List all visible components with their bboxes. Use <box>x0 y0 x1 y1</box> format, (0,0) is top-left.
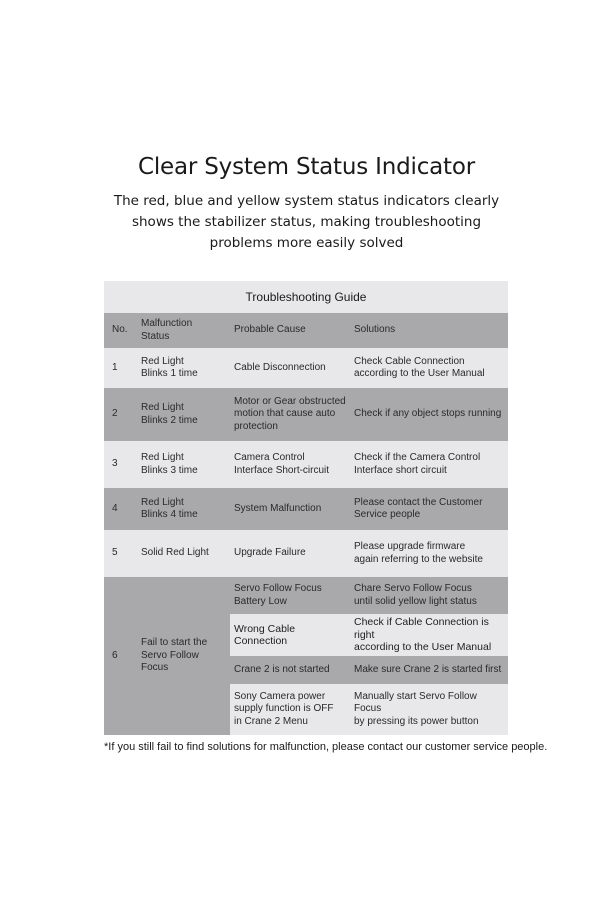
page-title: Clear System Status Indicator <box>138 154 475 180</box>
row-solution: Check if any object stops running <box>354 408 502 420</box>
row-cause: Upgrade Failure <box>234 547 306 559</box>
table-row <box>104 441 508 488</box>
row-solution: Check if Cable Connection is right according to the User Manual <box>354 616 492 654</box>
row-cause: Crane 2 is not started <box>234 663 330 675</box>
table-row-6-left <box>104 577 230 735</box>
row-cause: Camera Control Interface Short-circuit <box>234 452 330 476</box>
page-subtitle: The red, blue and yellow system status indicators clearly shows the stabilizer status, making troubleshooting problems more easily solved <box>113 193 500 251</box>
row-solution: Chare Servo Follow Focus until solid yellow light status <box>354 583 477 607</box>
row-status: Fail to start the Servo Follow Focus <box>141 637 208 674</box>
row-number: 2 <box>112 408 118 420</box>
row-solution: Manually start Servo Follow Focus by pressing its power button <box>354 690 479 727</box>
row-solution: Please upgrade firmware again referring to the website <box>354 541 483 565</box>
header-no: No. <box>112 324 128 336</box>
header-solutions: Solutions <box>354 324 396 336</box>
table-row <box>104 388 508 441</box>
table-subrow <box>230 684 508 735</box>
header-probable-cause: Probable Cause <box>234 324 306 336</box>
row-number: 1 <box>112 361 118 373</box>
row-number: 3 <box>112 458 118 470</box>
row-solution: Please contact the Customer Service people <box>354 496 483 520</box>
row-solution: Check if the Camera Control Interface short circuit <box>354 452 481 476</box>
row-status: Red Light Blinks 1 time <box>141 355 198 379</box>
row-number: 5 <box>112 547 118 559</box>
row-cause: System Malfunction <box>234 502 322 514</box>
table-row <box>104 530 508 577</box>
table-row <box>104 488 508 530</box>
table-subrow <box>230 614 508 656</box>
troubleshooting-table <box>104 281 508 735</box>
row-number: 6 <box>112 649 118 661</box>
table-title: Troubleshooting Guide <box>104 281 508 313</box>
row-cause: Sony Camera power supply function is OFF in Crane 2 Menu <box>234 690 334 727</box>
row-cause: Cable Disconnection <box>234 361 326 373</box>
row-status: Red Light Blinks 4 time <box>141 496 198 520</box>
row-cause: Wrong Cable Connection <box>234 622 296 647</box>
table-subrow <box>230 656 508 684</box>
row-status: Red Light Blinks 2 time <box>141 402 198 426</box>
row-cause: Servo Follow Focus Battery Low <box>234 583 322 607</box>
row-status: Solid Red Light <box>141 547 209 559</box>
row-solution: Make sure Crane 2 is started first <box>354 663 502 675</box>
table-row <box>104 348 508 388</box>
table-subrow <box>230 577 508 614</box>
row-status: Red Light Blinks 3 time <box>141 452 198 476</box>
table-header-row <box>104 313 508 348</box>
footnote: *If you still fail to find solutions for malfunction, please contact our customer service people. <box>104 741 548 753</box>
row-number: 4 <box>112 502 118 514</box>
row-solution: Check Cable Connection according to the User Manual <box>354 355 485 379</box>
header-malfunction-status: Malfunction Status <box>141 318 193 342</box>
row-cause: Motor or Gear obstructed motion that cause auto protection <box>234 395 346 432</box>
